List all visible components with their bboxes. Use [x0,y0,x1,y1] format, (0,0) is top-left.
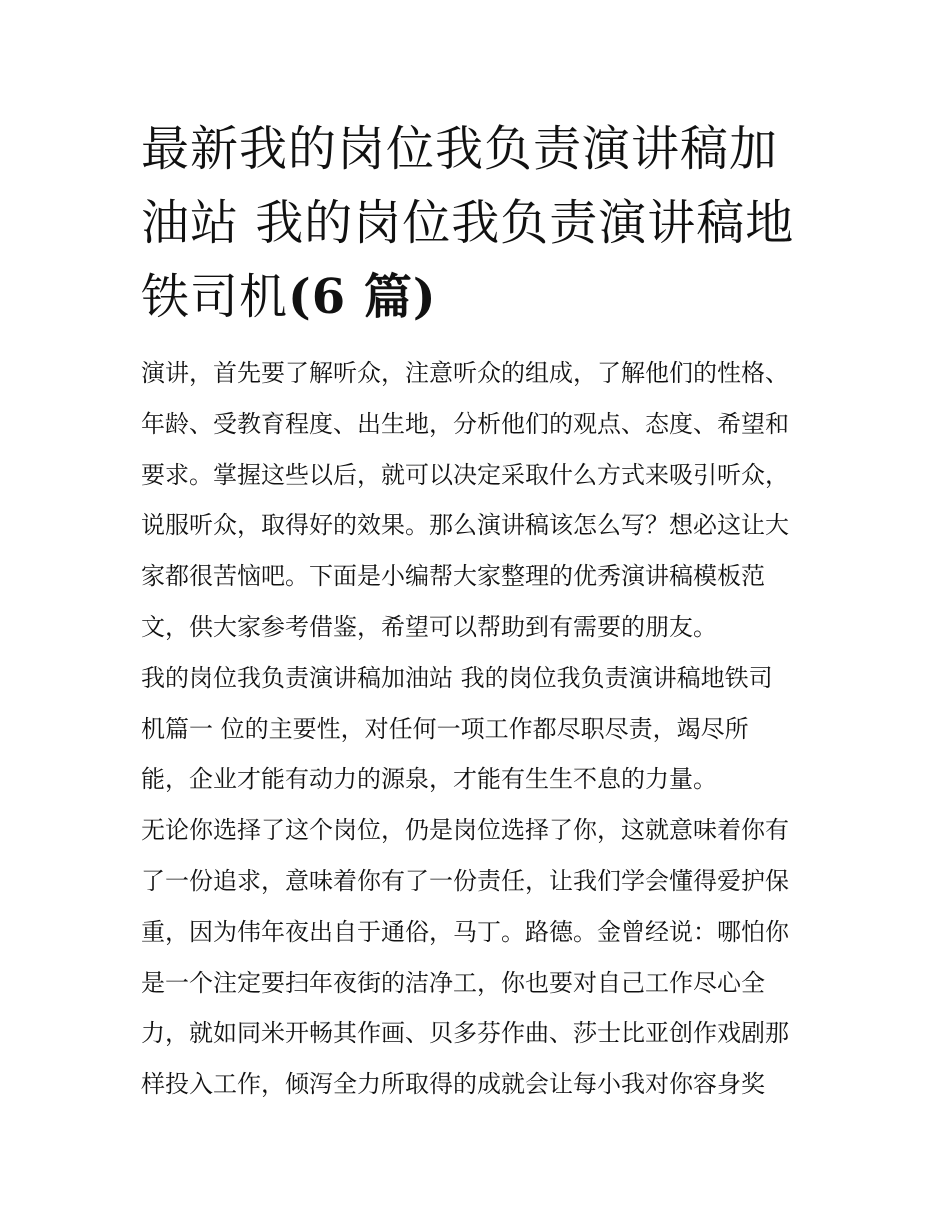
title-line-text: 铁司机 [141,269,289,325]
paragraph-line: 机篇一 位的主要性，对任何一项工作都尽职尽责，竭尽所 [141,714,749,743]
paragraph-line: 演讲，首先要了解听众，注意听众的组成，了解他们的性格、 [141,359,789,387]
paragraph-body [141,805,813,1110]
document-content [141,112,813,1110]
title-line: 油站 我的岗位我负责演讲稿地 [141,195,795,251]
document-body [141,348,813,1110]
paragraph-line: 要求。掌握这些以后，就可以决定采取什么方式来吸引听众， [141,460,789,489]
paragraph-line: 无论你选择了这个岗位，仍是岗位选择了你，这就意味着你有 [141,816,789,845]
paragraph-line: 说服听众，取得好的效果。那么演讲稿该怎么写？想必这让大 [141,511,789,540]
title-count: (6 篇) [288,269,437,325]
paragraph-line: 力，就如同米开畅其作画、贝多芬作曲、莎士比亚创作戏剧那 [141,1019,789,1048]
paragraph-section-one [141,653,813,805]
paragraph-line: 了一份追求，意味着你有了一份责任，让我们学会懂得爱护保 [141,866,789,895]
document-title [141,112,813,334]
title-line: 最新我的岗位我负责演讲稿加 [141,121,779,177]
title-line-last [141,260,813,334]
paragraph-line: 文，供大家参考借鉴，希望可以帮助到有需要的朋友。 [141,612,717,641]
paragraph-line: 样投入工作，倾泻全力所取得的成就会让每小我对你容身奖 [141,1070,765,1099]
paragraph-intro [141,348,813,653]
paragraph-line: 年龄、受教育程度、出生地，分析他们的观点、态度、希望和 [141,409,789,438]
paragraph-line: 是一个注定要扫年夜街的洁净工，你也要对自己工作尽心全 [141,968,765,997]
paragraph-line: 我的岗位我负责演讲稿加油站 我的岗位我负责演讲稿地铁司 [141,663,773,692]
paragraph-line: 能，企业才能有动力的源泉，才能有生生不息的力量。 [141,765,717,794]
paragraph-line: 重，因为伟年夜出自于通俗，马丁。路德。金曾经说：哪怕你 [141,917,789,946]
paragraph-line: 家都很苦恼吧。下面是小编帮大家整理的优秀演讲稿模板范 [141,562,765,591]
